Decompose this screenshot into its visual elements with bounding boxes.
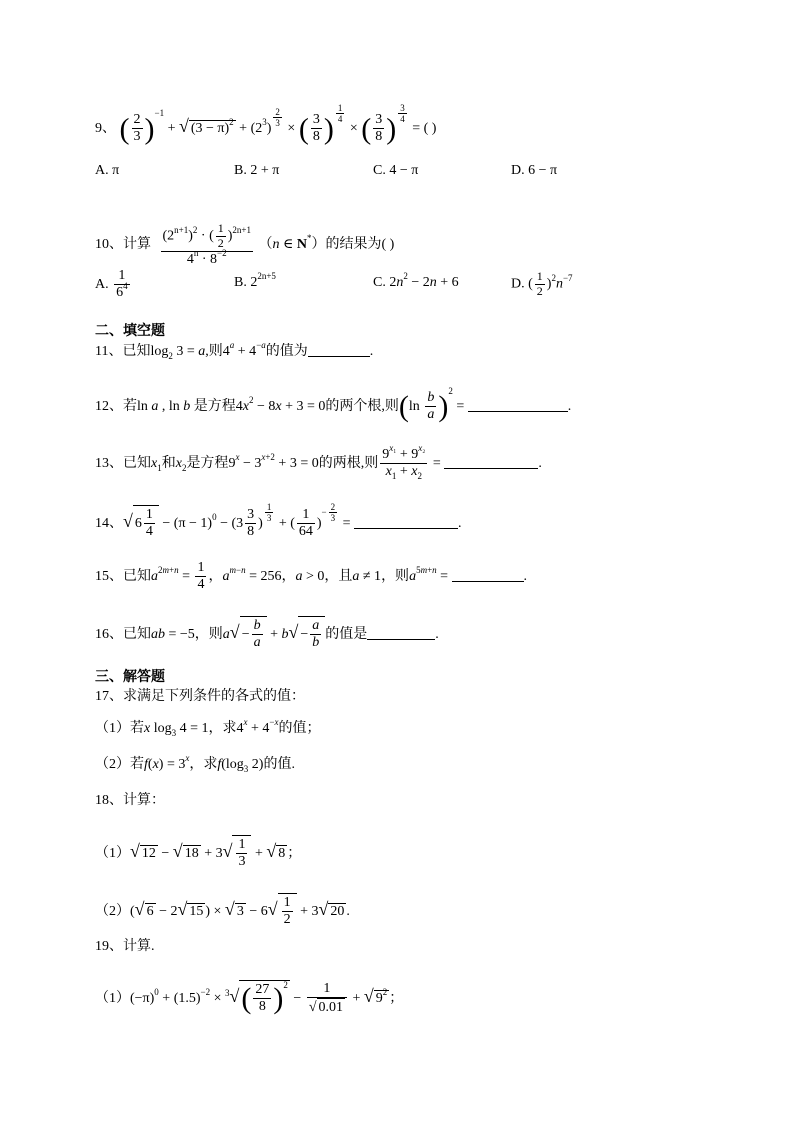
answer-blank [444, 456, 538, 469]
q9-option-a: A. π [95, 163, 120, 178]
question-19: 19、计算. [95, 939, 155, 954]
q10-label: 10、计算 [95, 237, 151, 253]
question-17-part-2: （2）若$f(x) = 3^x$，求$f(\log_3$ 2)的值. [95, 753, 295, 774]
answer-blank [452, 569, 524, 582]
q9-option-c: C. 4 − π [373, 163, 419, 178]
question-19-part-1: $(1)(-\pi)^0 + (1.5)^{-2} \times ^3√$( $\frac{27}{8}$ )$^2$ − $\frac{1}{√ 0.01}$ + √ $9^2$ ； [95, 979, 404, 1016]
question-18: 18、计算： [95, 793, 165, 808]
q10-option-b: B. $2^{2n+5}$ [234, 271, 276, 290]
answer-blank [367, 627, 435, 640]
q9-tail: = ( ) [412, 120, 437, 136]
section-answer-heading: 三、解答题 [95, 669, 165, 685]
question-18-part-2: （2）(√ 6 − 2√ 15 ) × √ 3 − 6√ $\frac{1}{2}$ + 3√ 20 . [95, 895, 350, 928]
q9-option-d: D. 6 − π [511, 163, 558, 178]
q10-expression: $(2^{n+1})^2$ · ( $\frac{1}{2}$ )$^{2n+1}$ $4^n \cdot 8^{-2}$ [162, 221, 251, 267]
q9-label: 9、 [95, 120, 116, 136]
question-15: 15、已知$a^{2m+n}$ = $\frac{1}{4}$ ，$a^{m-n} = 256$，a > 0，且a ≠ 1，则$a^{5m+n}$ = . [95, 560, 528, 593]
question-10: 10、计算 $(2^{n+1})^2$ · ( $\frac{1}{2}$ )$^{2n+1}$ $4^n \cdot 8^{-2}$ （n ∈ N*）的结果为( ) [95, 221, 395, 267]
q10-option-a: A. $\frac{1}{6^4}$ [95, 268, 128, 301]
question-11: 11、已知$\log_2 3 = a$,则$4^a + 4^{-a}$的值为 . [95, 340, 374, 361]
section-fill-in-heading: 二、填空题 [95, 323, 165, 339]
q10-option-d: D. ( $\frac{1}{2}$ )$^2n^{-7}$ [511, 269, 573, 298]
answer-blank [468, 399, 568, 412]
question-17: 17、求满足下列条件的各式的值： [95, 689, 305, 704]
question-12: 12、若ln a , ln b 是方程$4x^2 - 8x + 3 = 0$的两个根,则(ln $\frac{b}{a}$ )$^2$ = . [95, 385, 572, 424]
q10-option-c: C. $2n^2 - 2n + 6$ [373, 271, 459, 290]
question-18-part-1: （1）√ 12 − √ 18 + 3√ $\frac{1}{3}$ + √ 8 ； [95, 837, 302, 870]
question-9 [95, 102, 437, 146]
question-14: 14、√ 6 $\frac{1}{4}$ − $(\pi - 1)^0 - (3$ $\frac{3}{8}$ ) $^{\frac{1}{3}}$ + ( $\frac{1}{64}$ )$^{- \frac{2}{3}}$ = . [95, 501, 462, 540]
question-17-part-1: （1）若x $\log_3 4 = 1$，求$4^x + 4^{-x}$的值； [95, 717, 321, 738]
q9-option-b: B. 2 + π [234, 163, 280, 178]
q10-cond-close: ）的结果为( ) [311, 237, 395, 253]
answer-blank [354, 516, 458, 529]
q10-cond-open: （ [258, 237, 273, 253]
q9-expression: ( $\frac{2}{3}$ )$^{-1}$ + √ $(3 - \pi)^2 + (2^3)$ $^{\frac{2}{3}}$ × ( $\frac{3}{8}$ ) $^{\frac{1}{4}}$ × ( $\frac{3}{8}$ ) $^{\frac{3}{4}}$ [119, 102, 405, 146]
question-13: 13、已知$x_1$和$x_2$是方程$9^x - 3^{x+2} + 3 = 0$的两根,则 $\frac{9^{x_1} + 9^{x_2}}{x_1 + x_2}$ = . [95, 443, 542, 482]
question-16: 16、已知ab = −5，则a√ − $\frac{b}{a}$ + b√ − $\frac{a}{b}$ 的值是 . [95, 618, 439, 651]
answer-blank [308, 344, 370, 357]
